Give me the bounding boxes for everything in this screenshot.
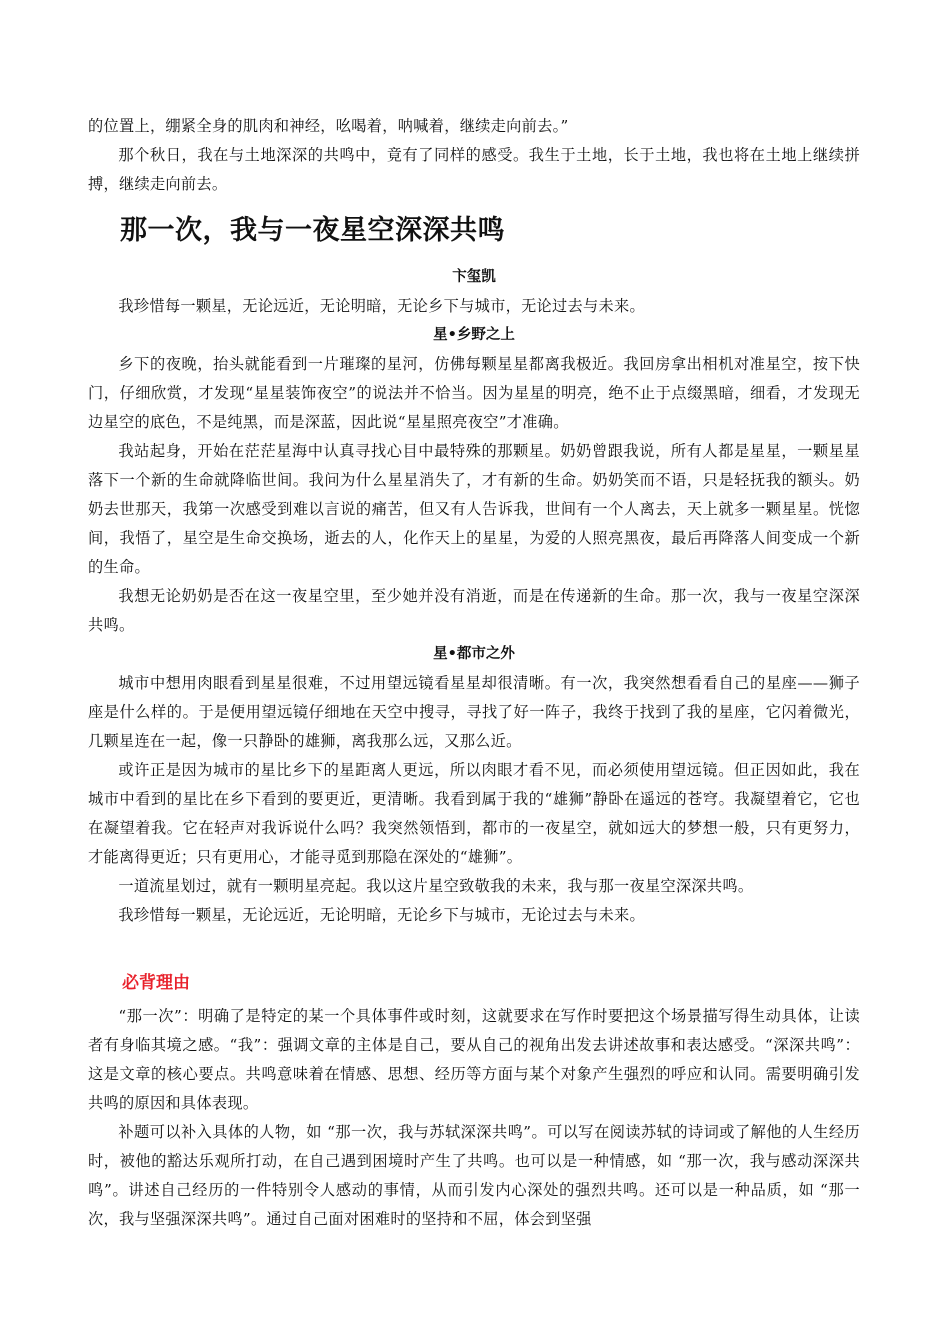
section1-heading: 星•乡野之上 (433, 327, 515, 343)
document-page (88, 112, 860, 1234)
essay-title: 那一次，我与一夜星空深深共鸣 (120, 215, 505, 246)
reason-heading: 必背理由 (122, 973, 190, 993)
essay-author: 卞玺凯 (452, 269, 496, 285)
section2-heading: 星•都市之外 (433, 646, 515, 662)
section1-paragraph: 我站起身，开始在茫茫星海中认真寻找心目中最特殊的那颗星。奶奶曾跟我说，所有人都是星星，一颗星星落下一个新的生命就降临世间。我问为什么星星消失了，才有新的生命。奶奶笑而不语，只是轻抚我的额头。奶奶去世那天，我第一次感受到难以言说的痛苦，但又有人告诉我，世间有一个人离去，天上就多一颗星星。恍惚间，我悟了，星空是生命交换场，逝去的人，化作天上的星星，为爱的人照亮黑夜，最后再降落人间变成一个新的生命。 (88, 442, 860, 576)
reason-paragraph: 补题可以补入具体的人物，如 “那一次，我与苏轼深深共鸣”。可以写在阅读苏轼的诗词或了解他的人生经历时，被他的豁达乐观所打动，在自己遇到困境时产生了共鸣。也可以是一种情感，如 “那一次，我与感动深深共鸣”。讲述自己经历的一件特别令人感动的事情，从而引发内心深处的强烈共鸣。还可以是一种品质，如 “那一次，我与坚强深深共鸣”。通过自己面对困难时的坚持和不屈，体会到坚强 (88, 1123, 860, 1228)
section2-paragraph: 我珍惜每一颗星，无论远近，无论明暗，无论乡下与城市，无论过去与未来。 (118, 906, 645, 924)
section1-paragraph: 乡下的夜晚，抬头就能看到一片璀璨的星河，仿佛每颗星星都离我极近。我回房拿出相机对准星空，按下快门，仔细欣赏，才发现“星星装饰夜空”的说法并不恰当。因为星星的明亮，绝不止于点缀黑暗，细看，才发现无边星空的底色，不是纯黑，而是深蓝，因此说“星星照亮夜空”才准确。 (88, 355, 860, 431)
section2-paragraph: 或许正是因为城市的星比乡下的星距离人更远，所以肉眼才看不见，而必须使用望远镜。但正因如此，我在城市中看到的星比在乡下看到的要更近，更清晰。我看到属于我的“雄狮”静卧在遥远的苍穹。我凝望着它，它也在凝望着我。它在轻声对我诉说什么吗？我突然领悟到，都市的一夜星空，就如远大的梦想一般，只有更努力，才能离得更近；只有更用心，才能寻觅到那隐在深处的“雄狮”。 (88, 761, 860, 866)
reason-paragraph: “那一次”：明确了是特定的某一个具体事件或时刻，这就要求在写作时要把这个场景描写得生动具体，让读者有身临其境之感。“我”：强调文章的主体是自己，要从自己的视角出发去讲述故事和表达感受。“深深共鸣”：这是文章的核心要点。共鸣意味着在情感、思想、经历等方面与某个对象产生强烈的呼应和认同。需要明确引发共鸣的原因和具体表现。 (88, 1007, 860, 1112)
autumn-paragraph: 那个秋日，我在与土地深深的共鸣中，竟有了同样的感受。我生于土地，长于土地，我也将在土地上继续拼搏，继续走向前去。 (88, 146, 860, 193)
section1-paragraph: 我想无论奶奶是否在这一夜星空里，至少她并没有消逝，而是在传递新的生命。那一次，我与一夜星空深深共鸣。 (88, 587, 860, 634)
essay-intro: 我珍惜每一颗星，无论远近，无论明暗，无论乡下与城市，无论过去与未来。 (118, 297, 645, 315)
section2-paragraph: 城市中想用肉眼看到星星很难，不过用望远镜看星星却很清晰。有一次，我突然想看看自己的星座——狮子座是什么样的。于是便用望远镜仔细地在天空中搜寻，寻找了好一阵子，我终于找到了我的星座，它闪着微光，几颗星连在一起，像一只静卧的雄狮，离我那么远，又那么近。 (88, 674, 860, 750)
section2-paragraph: 一道流星划过，就有一颗明星亮起。我以这片星空致敬我的未来，我与那一夜星空深深共鸣。 (118, 877, 754, 895)
continuation-paragraph: 的位置上，绷紧全身的肌肉和神经，吆喝着，呐喊着，继续走向前去。” (88, 117, 569, 135)
